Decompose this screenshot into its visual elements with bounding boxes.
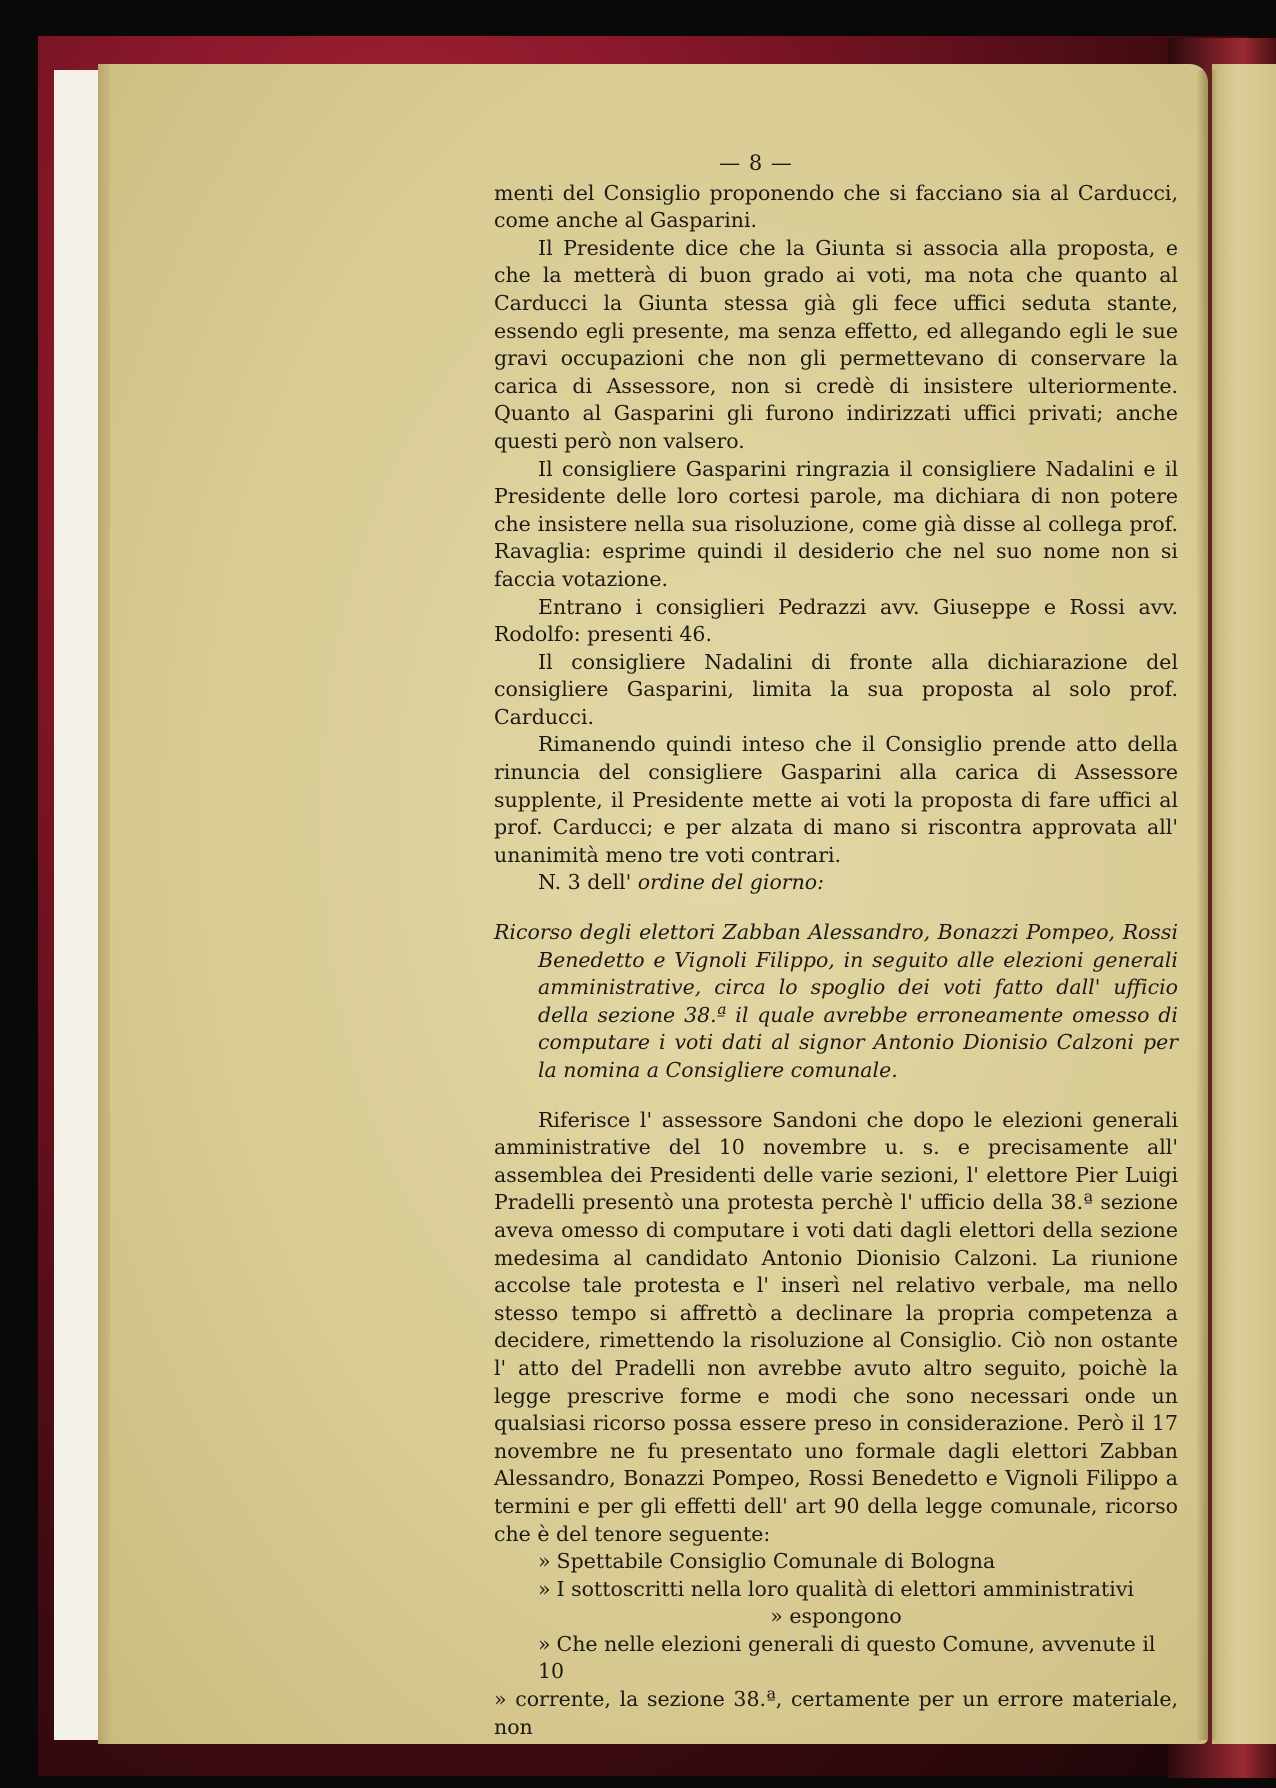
quote-line (494, 1631, 1178, 1686)
quote-text: corrente, la sezione 38.ª, certamente per un errore materiale, non (494, 1687, 1178, 1739)
paragraph: Il consigliere Nadalini di fronte alla dichiarazione del consigliere Gasparini, limita la sua proposta al solo prof. Carducci. (494, 649, 1178, 729)
quote-mark: » (538, 1576, 551, 1601)
quote-mark: » (494, 1687, 507, 1712)
report-paragraph: Riferisce l' assessore Sandoni che dopo le elezioni generali amministrative del 10 novembre u. s. e precisamente all' assemblea dei Presidenti delle varie sezioni, l' elettore Pier Luigi Pradelli presentò una protesta perchè l' ufficio della 38.ª sezione aveva omesso di computare i voti dati dagli elettori della sezione medesima al candidato Antonio Dionisio Calzoni. La riunione accolse tale protesta e l' inserì nel relativo verbale, ma nello stesso tempo si affrettò a declinare la propria competenza a decidere, rimettendo la risoluzione al Consiglio. Ciò non ostante l' atto del Pradelli non avrebbe avuto altro seguito, poichè la legge prescrive forme e modi che sono necessari onde un qualsiasi ricorso possa essere preso in considerazione. Però il 17 novembre ne fu presentato uno formale dagli elettori Zabban Alessandro, Bonazzi Pompeo, Rossi Benedetto e Vignoli Filippo a termini e per gli effetti dell' art 90 della legge comunale, ricorso che è del tenore seguente: (494, 1107, 1178, 1546)
quote-text: Spettabile Consiglio Comunale di Bologna (556, 1549, 996, 1574)
quote-mark: » (770, 1604, 783, 1629)
white-page-edge (54, 70, 104, 1740)
paragraph: menti del Consiglio proponendo che si facciano sia al Carducci, come anche al Gasparini. (494, 180, 1178, 233)
agenda-label: ordine del giorno: (637, 870, 825, 895)
paragraph: Rimanendo quindi inteso che il Consiglio prende atto della rinuncia del consigliere Gasparini alla carica di Assessore supplente, il Presidente mette ai voti la proposta di fare uffici al prof. Carducci; e per alzata di mano si riscontra approvata all' unanimità meno tre voti contrari. (494, 732, 1178, 867)
agenda-item-line (494, 869, 1178, 897)
paragraph: Il consigliere Gasparini ringrazia il consigliere Nadalini e il Presidente delle loro cortesi parole, ma dichiara di non potere che insistere nella sua risoluzione, come già disse al collega prof. Ravaglia: esprime quindi il desiderio che nel suo nome non si faccia votazione. (494, 456, 1178, 591)
quote-line (494, 1548, 1178, 1576)
quote-line-centered (494, 1603, 1178, 1631)
agenda-prefix: N. 3 dell' (538, 870, 632, 895)
quote-mark: » (538, 1631, 551, 1656)
quote-line (494, 1576, 1178, 1604)
facing-page-edge (1212, 64, 1276, 1744)
quote-text: I sottoscritti nella loro qualità di elettori amministrativi (556, 1576, 1134, 1601)
quote-mark: » (538, 1549, 551, 1574)
page-gutter (1196, 70, 1218, 1740)
item-title: Ricorso degli elettori Zabban Alessandro, Bonazzi Pompeo, Rossi Benedetto e Vignoli Filippo, in seguito alle elezioni generali amministrative, circa lo spoglio dei voti fatto dall' ufficio della sezione 38.ª il quale avrebbe erroneamente omesso di computare i voti dati al signor Antonio Dionisio Calzoni per la nomina a Consigliere comunale. (494, 920, 1178, 1082)
page-number: — 8 — (719, 151, 793, 175)
quote-text: Che nelle elezioni generali di questo Comune, avvenute il 10 (538, 1631, 1156, 1684)
quote-line (494, 1686, 1178, 1741)
paragraph: Il Presidente dice che la Giunta si associa alla proposta, e che la metterà di buon grado ai voti, ma nota che quanto al Carducci la Giunta stessa già gli fece uffici seduta stante, essendo egli presente, ma senza effetto, ed allegando egli le sue gravi occupazioni che non gli permettevano di conservare la carica di Assessore, non si credè di insistere ulteriormente. Quanto al Gasparini gli furono indirizzati uffici privati; anche questi però non valsero. (494, 235, 1178, 453)
quote-text: espongono (789, 1604, 902, 1629)
page-text (494, 150, 1178, 1741)
paragraph: Entrano i consiglieri Pedrazzi avv. Giuseppe e Rossi avv. Rodolfo: presenti 46. (494, 594, 1178, 647)
